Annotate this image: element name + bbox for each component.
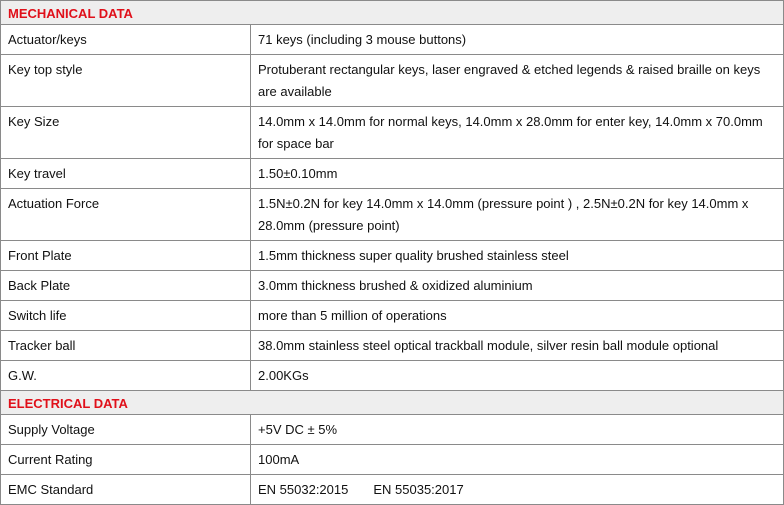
row-value: 1.50±0.10mm xyxy=(251,159,784,189)
row-value: 71 keys (including 3 mouse buttons) xyxy=(251,25,784,55)
table-row-tracker-ball xyxy=(1,331,784,361)
table-row-key-top-style xyxy=(1,55,784,107)
row-value: 1.5N±0.2N for key 14.0mm x 14.0mm (pressure point ) , 2.5N±0.2N for key 14.0mm x 28.0mm (pressure point) xyxy=(251,189,784,241)
row-label: Actuator/keys xyxy=(1,25,251,55)
table-row-key-travel xyxy=(1,159,784,189)
row-value xyxy=(251,475,784,505)
row-label: Supply Voltage xyxy=(1,415,251,445)
row-value: +5V DC ± 5% xyxy=(251,415,784,445)
row-value: 38.0mm stainless steel optical trackball module, silver resin ball module optional xyxy=(251,331,784,361)
table-row-actuation-force xyxy=(1,189,784,241)
row-value: Protuberant rectangular keys, laser engraved & etched legends & raised braille on keys are available xyxy=(251,55,784,107)
table-row-back-plate xyxy=(1,271,784,301)
row-label: EMC Standard xyxy=(1,475,251,505)
table-row-switch-life xyxy=(1,301,784,331)
row-value: 14.0mm x 14.0mm for normal keys, 14.0mm x 28.0mm for enter key, 14.0mm x 70.0mm for space bar xyxy=(251,107,784,159)
row-value: 3.0mm thickness brushed & oxidized aluminium xyxy=(251,271,784,301)
row-value: 2.00KGs xyxy=(251,361,784,391)
row-label: Actuation Force xyxy=(1,189,251,241)
section-title: MECHANICAL DATA xyxy=(1,1,784,25)
row-label: Back Plate xyxy=(1,271,251,301)
table-row-current-rating xyxy=(1,445,784,475)
row-label: G.W. xyxy=(1,361,251,391)
row-label: Front Plate xyxy=(1,241,251,271)
table-row-front-plate xyxy=(1,241,784,271)
row-label: Switch life xyxy=(1,301,251,331)
row-value: 1.5mm thickness super quality brushed stainless steel xyxy=(251,241,784,271)
emc-standard-1: EN 55032:2015 xyxy=(258,482,349,497)
row-label: Key travel xyxy=(1,159,251,189)
row-value: more than 5 million of operations xyxy=(251,301,784,331)
row-label: Current Rating xyxy=(1,445,251,475)
table-row-emc-standard xyxy=(1,475,784,505)
table-row-gross-weight xyxy=(1,361,784,391)
table-row-supply-voltage xyxy=(1,415,784,445)
row-value: 100mA xyxy=(251,445,784,475)
section-title: ELECTRICAL DATA xyxy=(1,391,784,415)
emc-standard-2: EN 55035:2017 xyxy=(373,482,464,497)
table-row-actuator-keys xyxy=(1,25,784,55)
table-row-key-size xyxy=(1,107,784,159)
section-header-mechanical xyxy=(1,1,784,25)
row-label: Tracker ball xyxy=(1,331,251,361)
row-label: Key Size xyxy=(1,107,251,159)
section-header-electrical xyxy=(1,391,784,415)
row-label: Key top style xyxy=(1,55,251,107)
